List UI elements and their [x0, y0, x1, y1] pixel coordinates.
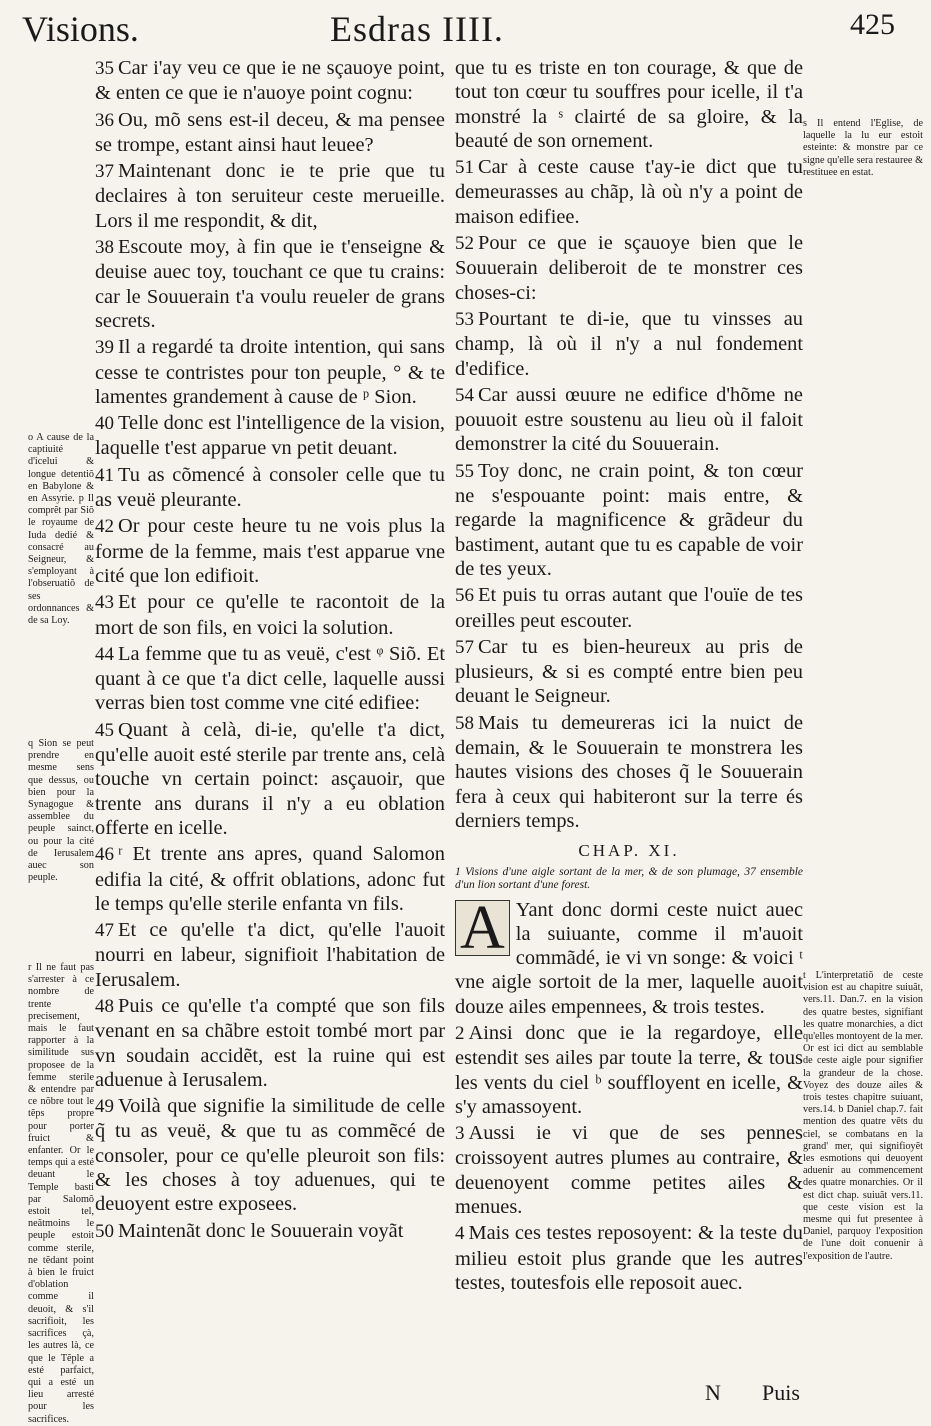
verse [455, 383, 803, 457]
chapter-opening-text: Yant donc dormi ceste nuict auec la suiuante, comme il m'auoit commãdé, ie vi vn songe: & voici ᵗ vne aigle sortoit de la mer, laquelle auoit douze ailes empennees, & trois testes. [455, 898, 803, 1018]
signature-mark: N [705, 1380, 721, 1405]
verse-number: 3 [455, 1123, 465, 1145]
verse-text: que tu es triste en ton courage, & que de tout ton cœur tu souffres pour icelle, il t'a monstré la ˢ clairté de sa gloire, & la beauté de son ornement. [455, 57, 803, 152]
running-head-left: Visions. [22, 9, 139, 49]
verse-text: Puis ce qu'elle t'a compté que son fils venant en sa chãbre estoit tombé mort par vn soudain accidẽt, est la ruine qui est aduenue à Ierusalem. [95, 994, 445, 1091]
verse-number: 46 [95, 844, 114, 866]
verse-number: 38 [95, 237, 114, 259]
verse [95, 1094, 445, 1216]
verse-text: Maintenãt donc le Souuerain voyãt [118, 1219, 404, 1242]
verse [95, 463, 445, 513]
verse-text: La femme que tu as veuë, c'est ᵠ Siõ. Et quant à ce que t'a dict celle, laquelle aussi verras bien tost comme vne cité edifiee: [95, 642, 445, 715]
verse-text: Maintenant donc ie te prie que tu declaires à ton seruiteur ceste merueille. Lors il me respondit, & dit, [95, 160, 445, 232]
page-number: 425 [850, 8, 895, 41]
chapter-summary: 1 Visions d'une aigle sortant de la mer, & de son plumage, 37 ensemble d'un lion sortant d'une forest. [455, 865, 803, 891]
margin-note-o: o A cause de la captiuité d'icelui & longue detentiõ en Babylone & en Assyrie. p Il comprẽt par Siõ le royaume de Iuda dedié & consacré au Seigneur, & s'employant à l'obseruatiõ de ses ordonnances & de sa Loy. [28, 432, 94, 627]
verse-text: Or pour ceste heure tu ne vois plus la forme de la femme, mais t'est apparue vne cité que lon edifioit. [95, 515, 445, 587]
verse [455, 231, 803, 305]
verse-number: 56 [455, 585, 474, 607]
verse-text: Ainsi donc que ie la regardoye, elle estendit ses ailes par toute la terre, & tous les vents du ciel ᵇ souffloyent en icelle, & s'y amassoyent. [455, 1021, 803, 1118]
verse-number: 52 [455, 233, 474, 255]
margin-note-s: s Il entend l'Eglise, de laquelle la lu eur estoit esteinte: & monstre par ce signe qu'elle sera restauree & restituee en estat. [803, 118, 923, 178]
verse-text: Quant à celà, di-ie, qu'elle t'a dict, qu'elle auoit esté sterile par trente ans, celà touche vn certain poinct: asçauoir, que trente ans durans il n'y a eu oblation offerte en icelle. [95, 718, 445, 839]
verse [455, 307, 803, 381]
verse [95, 1219, 445, 1244]
verse-text: Ou, mõ sens est-il deceu, & ma pensee se trompe, estant ainsi haut leuee? [95, 108, 445, 156]
verse-text: Mais tu demeureras ici la nuict de demain, & le Souuerain te monstrera les hautes visions des choses q̃ le Souuerain fera à ceux qui habiteront sur la terre és derniers temps. [455, 711, 803, 832]
left-text-column [95, 56, 445, 1246]
verse-text: Car aussi œuure ne edifice d'hõme ne pouuoit estre soustenu au lieu où il faloit demonstrer la cité du Souuerain. [455, 383, 803, 456]
verse-number: 54 [455, 384, 474, 406]
right-text-column [455, 56, 803, 1297]
verse-number: 50 [95, 1220, 114, 1242]
verse [95, 159, 445, 233]
verse-number: 47 [95, 920, 114, 942]
verse-number: 58 [455, 712, 474, 734]
verse-text: Pourtant te di-ie, que tu vinsses au champ, là où il n'y a nul fondement d'edifice. [455, 307, 803, 380]
verse [95, 718, 445, 840]
verse-number: 53 [455, 308, 474, 330]
verse-text: Toy donc, ne crain point, & ton cœur ne s'espouante point: mais entre, & regarde la magnificence & grãdeur du bastiment, autant que tu es capable de voir de tes yeux. [455, 459, 803, 580]
verse-text: Car i'ay veu ce que ie ne sçauoye point, & enten ce que ie n'auoye point cognu: [95, 57, 445, 105]
verse-number: 45 [95, 719, 114, 741]
verse [95, 842, 445, 916]
verse-number: 49 [95, 1096, 114, 1118]
verse [95, 335, 445, 409]
verse-number: 57 [455, 636, 474, 658]
margin-note-t: t L'interpretatiõ de ceste vision est au chapitre suiuãt, vers.11. Dan.7. en la vision des quatre bestes, signifiant les quatre monarchies, a dict qu'elles montoyent de la mer. Or est ici dict au semblable de ceste aigle pour signifier la grandeur de la chose. Voyez des douze ailes & trois testes chapitre suiuant, vers.14. b Daniel chap.7. fait mention des quatre vẽts du ciel, se combatans en la grand' mer, qui signifioyẽt les esmotions qui deuoyent aduenir au commencement des quatre monarchies. Or il est dict chap. suiuãt vers.11. que ceste vision est la mesme qui fut presentee à Daniel, parquoy l'exposition de l'une doit conuenir à l'exposition de l'autre. [803, 970, 923, 1262]
verse [455, 1221, 803, 1295]
right-verses [455, 56, 803, 833]
verse [95, 590, 445, 640]
verse-number: 43 [95, 592, 114, 614]
verse [95, 994, 445, 1092]
verse-text: Pour ce que ie sçauoye bien que le Souuerain deliberoit de te monstrer ces choses-ci: [455, 232, 803, 304]
verse-number: 51 [455, 157, 474, 179]
verse-text: ʳ Et trente ans apres, quand Salomon edifia la cité, & offrit oblations, adonc fut le temps qu'elle sterile enfanta vn fils. [95, 843, 445, 915]
verse [95, 918, 445, 992]
verse [95, 514, 445, 588]
verse-text: Telle donc est l'intelligence de la vision, laquelle t'est apparue vn petit deuant. [95, 412, 445, 460]
verse-number: 35 [95, 58, 114, 79]
verse-number: 44 [95, 643, 114, 665]
verse-number: 37 [95, 161, 114, 183]
verse-number: 41 [95, 464, 114, 486]
verse [455, 583, 803, 633]
verse-number: 42 [95, 516, 114, 538]
verse [455, 1021, 803, 1119]
verse [95, 642, 445, 716]
verse-number: 40 [95, 413, 114, 435]
chapter-heading: CHAP. XI. [578, 841, 680, 861]
verse [455, 155, 803, 229]
verse-text: Escoute moy, à fin que ie t'enseigne & deuise auec toy, touchant ce que tu crains: car le Souuerain t'a voulu reueler de grans secrets. [95, 236, 445, 332]
margin-note-q: q Sion se peut prendre en mesme sens que dessus, ou bien pour la Synagogue & assemblee du peuple sainct, ou pour la cité de Ierusalem auec son peuple. [28, 738, 94, 884]
verse [95, 108, 445, 158]
verse-text: Tu as cõmencé à consoler celle que tu as veuë pleurante. [95, 463, 445, 512]
verse [455, 56, 803, 153]
margin-note-r: r Il ne faut pas s'arrester à ce nombre de trente precisement, mais le faut rapporter à la similitude sus proposee de la femme sterile & entendre par ce nõbre tout le tẽps propre pour porter fruict & enfanter. Or le temps qui a esté deuant le Temple basti par Salomõ estoit tel, neãtmoins le peuple estoit comme sterile, ne tẽdant point à bien le fruict d'oblation comme il deuoit, & s'il sacrifioit, les sacrifices çà, les autres là, ce que le Tẽple a esté parfaict, qui a esté un lieu arresté pour les sacrifices. [28, 962, 94, 1425]
verse [95, 235, 445, 333]
verse-text: Mais ces testes reposoyent: & la teste du milieu estoit plus grande que les autres testes, toutesfois elle reposoit auec. [455, 1222, 803, 1294]
verse-number: 55 [455, 460, 474, 482]
verse-text: Et puis tu orras autant que l'ouïe de tes oreilles peut escouter. [455, 584, 803, 632]
catchword: Puis [762, 1380, 800, 1405]
verse [455, 635, 803, 709]
verse-number: 36 [95, 109, 114, 131]
verse-text: Aussi ie vi que de ses pennes croissoyent autres plumes au contraire, & deuenoyent comme petites ailes & menues. [455, 1122, 803, 1219]
running-head-title: Esdras IIII. [330, 9, 504, 49]
drop-cap-letter: A [455, 900, 510, 956]
chapter-verses [455, 1021, 803, 1295]
verse [455, 711, 803, 833]
verse-number: 48 [95, 995, 114, 1017]
verse-text: Et pour ce qu'elle te racontoit de la mort de son fils, en voici la solution. [95, 591, 445, 639]
verse [455, 1121, 803, 1219]
verse-text: Car tu es bien-heureux au pris de plusieurs, & si es compté entre bien peu deuant le Seigneur. [455, 635, 803, 708]
verse-text: Il a regardé ta droite intention, qui sans cesse te contristes pour ton peuple, ° & te lamentes grandement à cause de ᵖ Sion. [95, 336, 445, 408]
verse-text: Car à ceste cause t'ay-ie dict que tu demeurasses au chãp, là où n'y a point de maison edifiee. [455, 156, 803, 228]
verse-text: Voilà que signifie la similitude de celle q̃ tu as veuë, & que tu as commẽcé de consoler, pour ce qu'elle pleuroit son fils: & les choses à toy aduenues, qui te deuoyent estre exposees. [95, 1095, 445, 1216]
verse [455, 459, 803, 581]
verse-text: Et ce qu'elle t'a dict, qu'elle l'auoit nourri en labeur, signifioit l'habitation de Ierusalem. [95, 919, 445, 991]
verse [95, 411, 445, 461]
verse-number: 39 [95, 337, 114, 359]
verse-number: 4 [455, 1223, 465, 1245]
chapter-opening [455, 893, 803, 1019]
verse-number: 2 [455, 1022, 465, 1044]
verse [95, 56, 445, 106]
